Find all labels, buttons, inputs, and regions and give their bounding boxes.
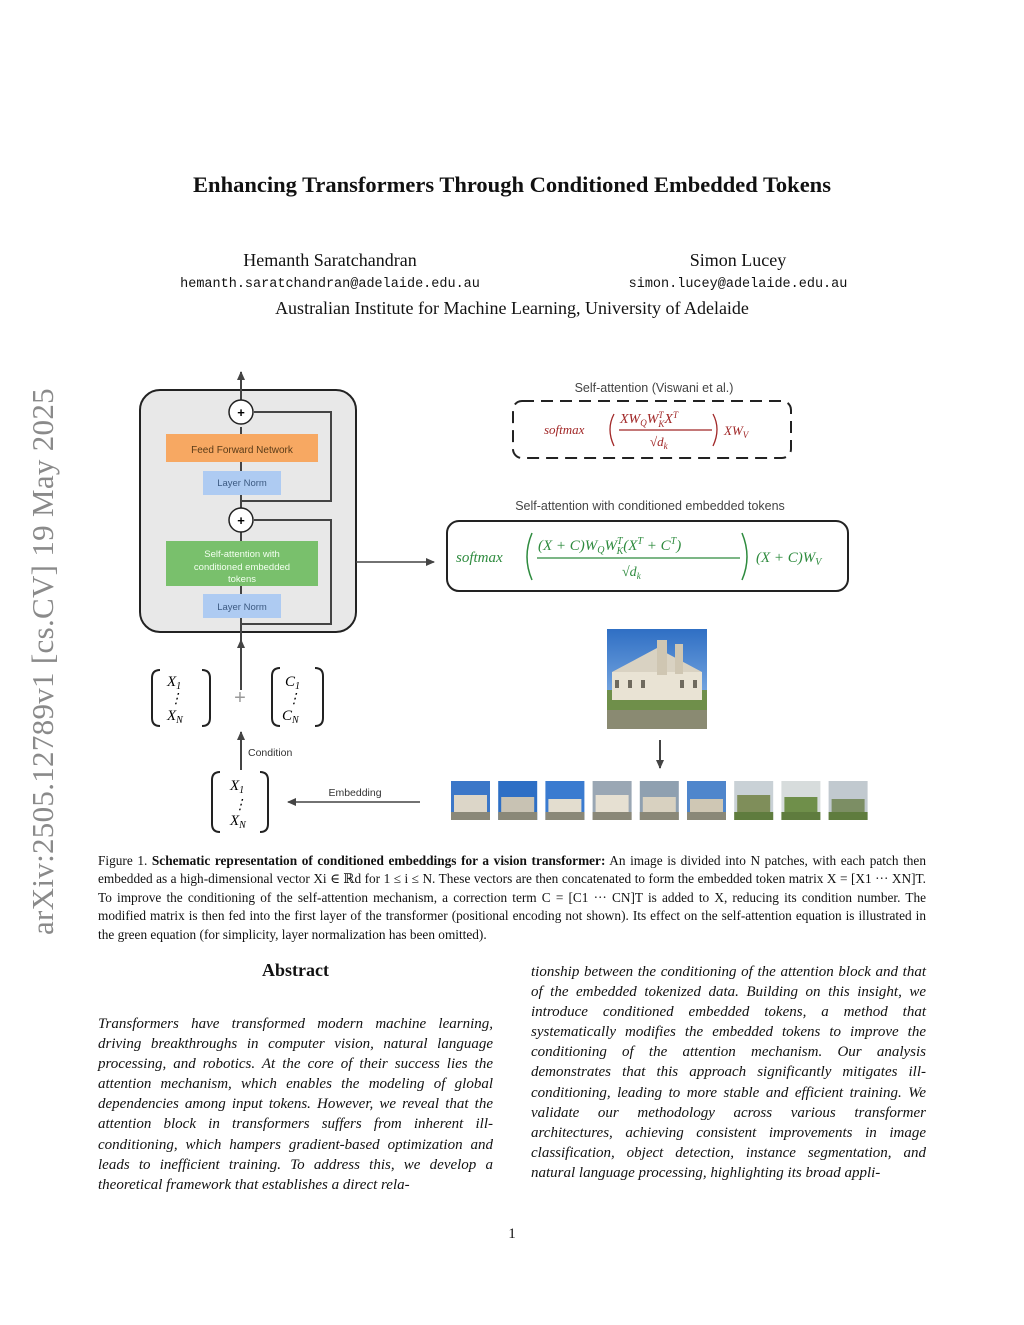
- viswani-tail: $XW_V$: [724, 423, 749, 440]
- vertical-dots: ⋮: [169, 692, 183, 707]
- viswani-equation: [544, 410, 750, 451]
- conditioned-label: Self-attention with conditioned embedded tokens: [515, 499, 785, 513]
- self-attention-label-line2: conditioned embedded: [193, 562, 291, 573]
- add-node-middle-label: +: [237, 513, 245, 528]
- image-patch: [734, 781, 773, 820]
- self-attention-label-line3: tokens: [228, 574, 256, 585]
- paper-title: Enhancing Transformers Through Conditioned Embedded Tokens: [193, 172, 831, 197]
- feed-forward-label: Feed Forward Network: [191, 445, 293, 456]
- x1-symbol-bottom: $X_1$: [230, 778, 245, 796]
- abstract-heading: Abstract: [262, 960, 329, 980]
- image-patch: [781, 781, 820, 820]
- author-email-1: hemanth.saratchandran@adelaide.edu.au: [180, 277, 480, 292]
- viswani-denominator: $√d_k$: [650, 434, 668, 451]
- layer-norm-label-top: Layer Norm: [217, 478, 267, 489]
- caption-text: An image is divided into N patches, with each patch then embedded as a high-dimensional vector Xi ∈ ℝd for 1 ≤ i ≤ N. These vectors are then concatenated to form the embedded token matrix X = [X1 ··· XN]T. To improve the conditioning of the self-attention mechanism, a correction term C = [C1 ··· CN]T is added to X, reducing its condition number. The modified matrix is then fed into the first layer of the transformer (positional encoding not shown). Its effect on the self-attention equation is illustrated in the green equation (for simplicity, layer normalization has been omitted).: [98, 853, 926, 942]
- conditioned-numerator: $(X + C)W_QW^T$ $K(X^T + C^T)$: [538, 536, 682, 557]
- c1-symbol: $C_1$: [285, 674, 301, 692]
- abstract-text-right: tionship between the conditioning of the attention block and that of the embedded tokenized data. Building on this insight, we introduce conditioned embedded tokens, a method that systematically modifies the embedded tokens to improve the conditioning of the attention mechanism. Our analysis demonstrates that this approach significantly mitigates ill-conditioning, leading to more stable and efficient training. We validate our methodology across various transformer architectures, achieving consistent improvements in image classification, object detection, instance segmentation, and natural language processing, highlighting its broad appli-: [531, 964, 926, 1181]
- abstract-text-left: Transformers have transformed modern machine learning, driving breakthroughs in computer vision, natural language processing, and robotics. At the core of their success lies the attention mechanism, which enables the modeling of global dependencies among input tokens. However, we reveal that the attention block in transformers suffers from inherent ill-conditioning, which hampers gradient-based optimization and leads to inefficient training. To address this, we develop a theoretical framework that establishes a direct rela-: [98, 1016, 493, 1193]
- matrix-bracket-left: [152, 670, 160, 726]
- author-name-2: Simon Lucey: [689, 250, 787, 270]
- matrix-bracket-right: [202, 670, 210, 726]
- conditioned-equation: [456, 533, 823, 581]
- vertical-dots: ⋮: [233, 798, 247, 813]
- caption-bold: Schematic representation of conditioned embeddings for a vision transformer:: [151, 853, 606, 868]
- image-patch: [451, 781, 490, 820]
- image-patch: [545, 781, 584, 820]
- self-attention-label-line1: Self-attention with: [204, 549, 280, 560]
- caption-lead: Figure 1.: [98, 853, 148, 868]
- xn-symbol: $X_N$: [167, 708, 183, 726]
- image-patch: [498, 781, 537, 820]
- xn-symbol-bottom: $X_N$: [230, 813, 246, 831]
- condition-bracket-right: [315, 668, 323, 726]
- plus-sign: +: [234, 687, 246, 709]
- x1-symbol: $X_1$: [167, 674, 182, 692]
- figure-caption: [98, 852, 926, 944]
- image-patches: [451, 781, 868, 820]
- author-email-2: simon.lucey@adelaide.edu.au: [628, 277, 848, 292]
- cn-symbol: $C_N$: [282, 708, 299, 726]
- image-patch: [829, 781, 868, 820]
- svg-text:softmax: softmax: [456, 550, 503, 566]
- image-patch: [640, 781, 679, 820]
- page-number: 1: [508, 1226, 516, 1242]
- embedded-matrix-bracket-left: [212, 772, 220, 832]
- author-name-1: Hemanth Saratchandran: [243, 250, 417, 270]
- input-image: [607, 629, 707, 729]
- arxiv-identifier: arXiv:2505.12789v1 [cs.CV] 19 May 2025: [25, 388, 60, 935]
- image-patch: [593, 781, 632, 820]
- condition-label: Condition: [248, 747, 293, 759]
- viswani-label: Self-attention (Viswani et al.): [574, 381, 734, 395]
- image-patch: [687, 781, 726, 820]
- conditioned-tail: $(X + C)W_V$: [756, 550, 822, 568]
- embedding-label: Embedding: [328, 787, 382, 799]
- conditioned-denominator: $√d_k$: [622, 565, 641, 581]
- viswani-numerator: $XW_QW^T$ $KX^T$: [620, 410, 678, 429]
- embedded-matrix-bracket-right: [260, 772, 268, 832]
- svg-text:softmax: softmax: [544, 422, 585, 437]
- affiliation: Australian Institute for Machine Learning, University of Adelaide: [275, 298, 749, 318]
- vertical-dots: ⋮: [287, 692, 301, 707]
- layer-norm-label-bottom: Layer Norm: [217, 602, 267, 613]
- condition-bracket-left: [272, 668, 280, 726]
- add-node-top-label: +: [237, 405, 245, 420]
